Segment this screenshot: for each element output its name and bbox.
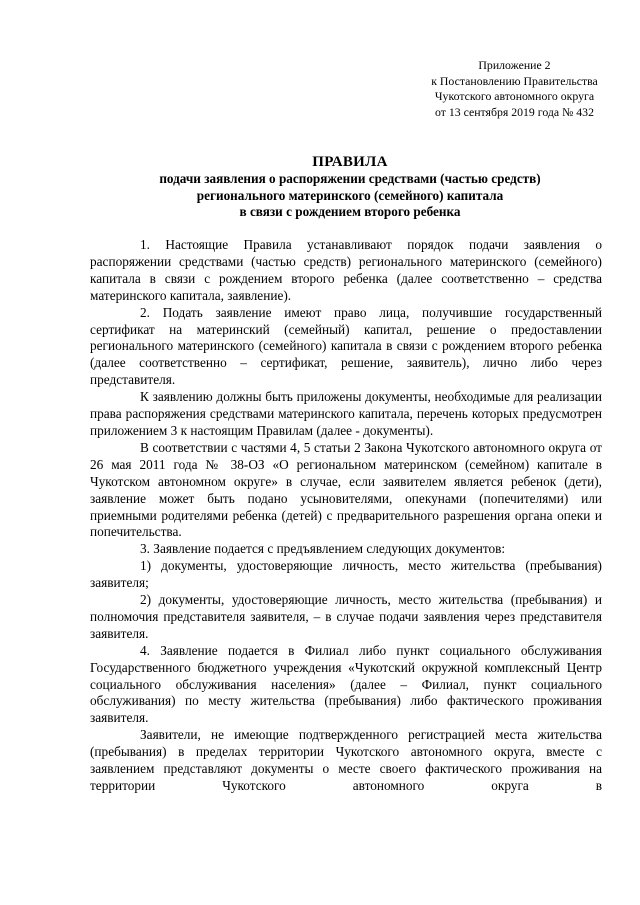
paragraph-3: К заявлению должны быть приложены документы, необходимые для реализации права распоряжения средствами материнского капитала, перечень которых предусмотрен приложением 3 к настоящим Правилам (далее - документы). [90, 389, 602, 438]
paragraph-7: 2) документы, удостоверяющие личность, место жительства (пребывания) и полномочия представителя заявителя, – в случае подачи заявления через представителя заявителя. [90, 592, 602, 641]
paragraph-1: 1. Настоящие Правила устанавливают порядок подачи заявления о распоряжении средствами (частью средств) регионального материнского (семейного) капитала в связи с рождением второго ребенка (далее соответственно – средства материнского капитала, заявление). [90, 237, 602, 303]
annex-line-2: к Постановлению Правительства [431, 73, 598, 88]
paragraph-8: 4. Заявление подается в Филиал либо пункт социального обслуживания Государственного бюджетного учреждения «Чукотский окружной комплексный Центр социального обслуживания населения» (далее – Филиал, пункт социального обслуживания) по месту жительства (пребывания) либо фактического проживания заявителя. [90, 642, 602, 726]
paragraph-2: 2. Подать заявление имеют право лица, получившие государственный сертификат на материнский (семейный) капитал, решение о предоставлении регионального материнского (семейного) капитала в связи с рождением второго ребенка (далее соответственно – сертификат, решение, заявитель), лично либо через представителя. [90, 304, 602, 388]
document-title [76, 153, 624, 221]
annex-line-3: Чукотского автономного округа [434, 89, 595, 103]
paragraph-9: Заявители, не имеющие подтвержденного регистрацией места жительства (пребывания) в пределах территории Чукотского автономного округа, вместе с заявлением представляют документы о месте своего фактического проживания на территории Чукотского автономного округа в [90, 727, 602, 793]
document-body [90, 237, 602, 795]
annex-line-4: от 13 сентября 2019 года № 432 [435, 104, 594, 119]
title-line-1: подачи заявления о распоряжении средствами (частью средств) [159, 171, 541, 186]
paragraph-4: В соответствии с частями 4, 5 статьи 2 Закона Чукотского автономного округа от 26 мая 2011 года № 38-ОЗ «О региональном материнском (семейном) капитале в Чукотском автономном округе» в случае, если заявителем является ребенок (дети), заявление может быть подано усыновителями, опекунами (попечителями) или приемными родителями ребенка (детей) с предварительного разрешения органа опеки и попечительства. [90, 439, 602, 540]
title-line-3: в связи с рождением второго ребенка [239, 204, 461, 219]
annex-line-1: Приложение 2 [478, 58, 551, 72]
paragraph-6: 1) документы, удостоверяющие личность, место жительства (пребывания) заявителя; [90, 558, 602, 591]
title-line-2: регионального материнского (семейного) капитала [196, 187, 504, 203]
paragraph-5: 3. Заявление подается с предъявлением следующих документов: [140, 541, 506, 557]
title-main: ПРАВИЛА [312, 154, 388, 170]
annex-header [412, 58, 617, 120]
